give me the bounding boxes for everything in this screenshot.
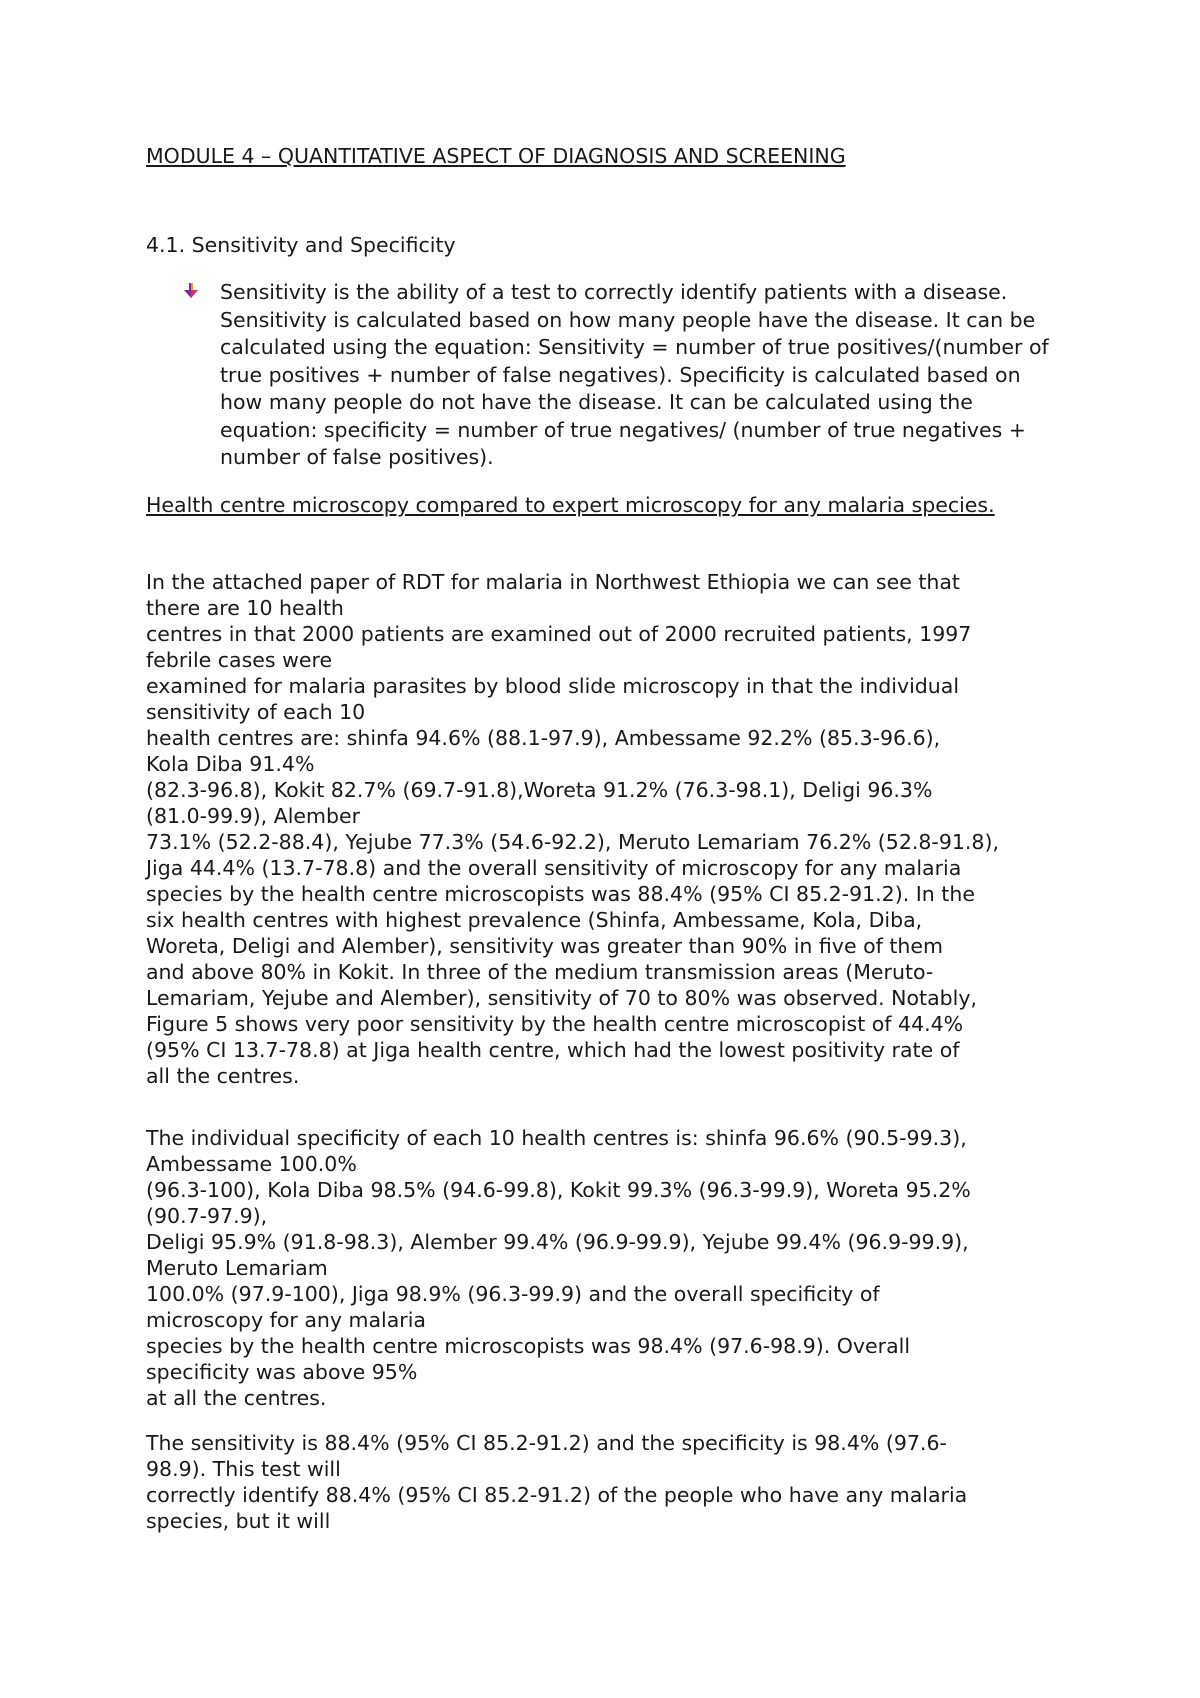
paragraph-line: six health centres with highest prevalence (Shinfa, Ambessame, Kola, Diba, — [146, 908, 923, 932]
paragraph-summary — [146, 1430, 1076, 1534]
paragraph-sensitivity — [146, 569, 1076, 1089]
paragraph-line: The sensitivity is 88.4% (95% CI 85.2-91.2) and the specificity is 98.4% (97.6- — [146, 1431, 947, 1455]
subheading: Health centre microscopy compared to expert microscopy for any malaria species. — [146, 493, 995, 517]
paragraph-line: health centres are: shinfa 94.6% (88.1-97.9), Ambessame 92.2% (85.3-96.6), — [146, 726, 941, 750]
paragraph-line: species by the health centre microscopists was 88.4% (95% CI 85.2-91.2). In the — [146, 882, 975, 906]
paragraph-line: species, but it will — [146, 1509, 331, 1533]
paragraph-line: (95% CI 13.7-78.8) at Jiga health centre, which had the lowest positivity rate of — [146, 1038, 960, 1062]
paragraph-line: Meruto Lemariam — [146, 1256, 328, 1280]
down-arrow-bullet-icon — [184, 283, 198, 299]
paragraph-line: microscopy for any malaria — [146, 1308, 426, 1332]
section-heading: 4.1. Sensitivity and Specificity — [146, 233, 456, 257]
paragraph-line: there are 10 health — [146, 596, 344, 620]
paragraph-line: (82.3-96.8), Kokit 82.7% (69.7-91.8),Woreta 91.2% (76.3-98.1), Deligi 96.3% — [146, 778, 933, 802]
paragraph-line: at all the centres. — [146, 1386, 327, 1410]
paragraph-line: Kola Diba 91.4% — [146, 752, 315, 776]
paragraph-line: Deligi 95.9% (91.8-98.3), Alember 99.4% (96.9-99.9), Yejube 99.4% (96.9-99.9), — [146, 1230, 969, 1254]
paragraph-line: Figure 5 shows very poor sensitivity by the health centre microscopist of 44.4% — [146, 1012, 964, 1036]
paragraph-line: specificity was above 95% — [146, 1360, 418, 1384]
paragraph-line: Ambessame 100.0% — [146, 1152, 357, 1176]
paragraph-line: 98.9). This test will — [146, 1457, 341, 1481]
paragraph-line: In the attached paper of RDT for malaria in Northwest Ethiopia we can see that — [146, 570, 960, 594]
paragraph-line: 100.0% (97.9-100), Jiga 98.9% (96.3-99.9) and the overall specificity of — [146, 1282, 880, 1306]
paragraph-line: all the centres. — [146, 1064, 300, 1088]
paragraph-line: correctly identify 88.4% (95% CI 85.2-91.2) of the people who have any malaria — [146, 1483, 968, 1507]
paragraph-line: The individual specificity of each 10 health centres is: shinfa 96.6% (90.5-99.3), — [146, 1126, 967, 1150]
paragraph-line: (81.0-99.9), Alember — [146, 804, 361, 828]
paragraph-line: species by the health centre microscopists was 98.4% (97.6-98.9). Overall — [146, 1334, 911, 1358]
paragraph-line: (90.7-97.9), — [146, 1204, 268, 1228]
paragraph-line: febrile cases were — [146, 648, 333, 672]
paragraph-line: (96.3-100), Kola Diba 98.5% (94.6-99.8), Kokit 99.3% (96.3-99.9), Woreta 95.2% — [146, 1178, 971, 1202]
paragraph-line: centres in that 2000 patients are examined out of 2000 recruited patients, 1997 — [146, 622, 972, 646]
paragraph-line: sensitivity of each 10 — [146, 700, 366, 724]
paragraph-line: Lemariam, Yejube and Alember), sensitivity of 70 to 80% was observed. Notably, — [146, 986, 977, 1010]
paragraph-line: examined for malaria parasites by blood slide microscopy in that the individual — [146, 674, 960, 698]
paragraph-line: and above 80% in Kokit. In three of the medium transmission areas (Meruto- — [146, 960, 934, 984]
document-title: MODULE 4 – QUANTITATIVE ASPECT OF DIAGNOSIS AND SCREENING — [146, 144, 846, 168]
paragraph-line: Woreta, Deligi and Alember), sensitivity was greater than 90% in five of them — [146, 934, 943, 958]
paragraph-specificity — [146, 1125, 1076, 1411]
paragraph-line: Jiga 44.4% (13.7-78.8) and the overall sensitivity of microscopy for any malaria — [146, 856, 962, 880]
paragraph-line: 73.1% (52.2-88.4), Yejube 77.3% (54.6-92.2), Meruto Lemariam 76.2% (52.8-91.8), — [146, 830, 999, 854]
bullet-text: Sensitivity is the ability of a test to correctly identify patients with a disease. Sensitivity is calculated based on how many people have the disease. It can be calculated using the equation: Sensitivity = number of true positives/(number of true positives + number of false negatives). Specificity is calculated based on how many people do not have the disease. It can be calculated using the equation: specificity = number of true negatives/ (number of true negatives + number of false positives). — [220, 280, 1049, 469]
